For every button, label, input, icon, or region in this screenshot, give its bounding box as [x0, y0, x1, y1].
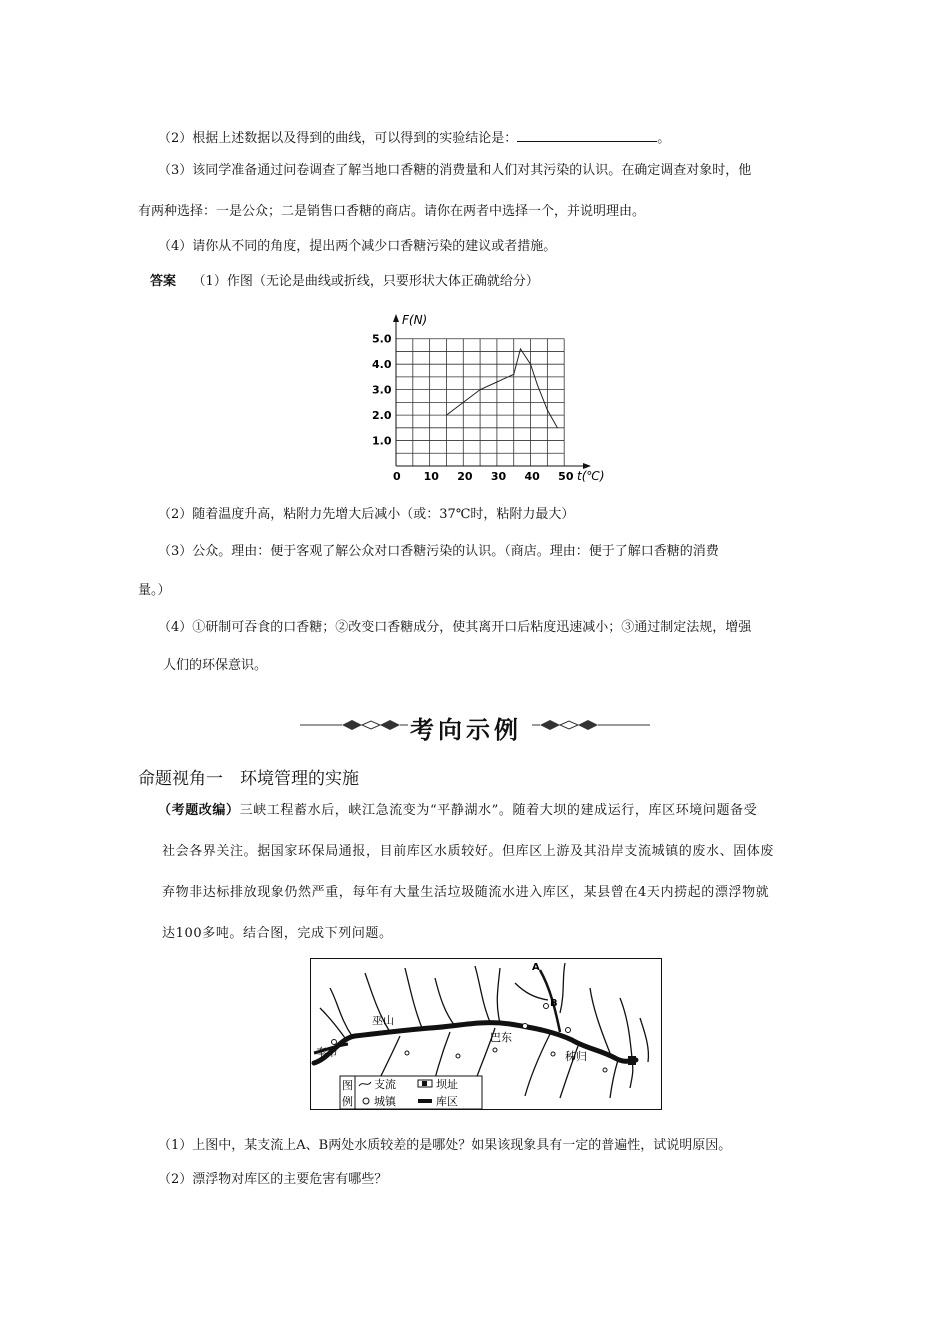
legend-li: 例	[342, 1095, 353, 1108]
label-b: B	[550, 998, 558, 1009]
answer-blank	[517, 128, 657, 142]
legend-tu: 图	[342, 1079, 353, 1092]
question-3-line1: （3）该同学准备通过问卷调查了解当地口香糖的消费量和人们对其污染的认识。在确定调查对象时，他	[158, 163, 752, 178]
map-legend	[340, 1076, 482, 1109]
y-tick-label: 4.0	[372, 358, 392, 372]
answer-4-line1: （4）①研制可吞食的口香糖；②改变口香糖成分，使其离开口后粘度迅速减小；③通过制定法规，增强	[158, 620, 752, 635]
label-fengjie: 奉节	[316, 1046, 338, 1059]
legend-reservoir: 库区	[436, 1095, 458, 1108]
question-2	[158, 128, 670, 148]
reservoir-map	[310, 958, 662, 1110]
section-title: 命题视角一 环境管理的实施	[138, 769, 359, 789]
section-heading	[0, 708, 950, 742]
answer-3-line1: （3）公众。理由：便于客观了解公众对口香糖污染的认识。（商店。理由：便于了解口香糖的消费	[158, 544, 719, 559]
y-axis-label: F(N)	[402, 313, 428, 327]
x-axis-label: t(℃)	[577, 469, 605, 483]
paragraph-line1	[158, 802, 757, 820]
paragraph-line1-text: 三峡工程蓄水后，峡江急流变为“平静湖水”。随着大坝的建成运行，库区环境问题备受	[239, 803, 758, 818]
label-wushan: 巫山	[372, 1014, 394, 1027]
x-tick-label: 30	[490, 470, 507, 483]
legend-tributary: 支流	[374, 1078, 396, 1091]
answer-4-line2: 人们的环保意识。	[163, 658, 268, 673]
chart-grid	[396, 339, 564, 466]
x-tick-label: 20	[457, 470, 473, 483]
question-3-line2: 有两种选择：一是公众；二是销售口香糖的商店。请你在两者中选择一个，并说明理由。	[138, 204, 646, 219]
line-chart	[368, 298, 628, 488]
answer-1-text: （1）作图（无论是曲线或折线，只要形状大体正确就给分）	[192, 274, 539, 289]
bottom-question-2: （2）漂浮物对库区的主要危害有哪些？	[158, 1172, 388, 1187]
answer-1	[150, 273, 539, 291]
y-tick-label: 3.0	[372, 383, 392, 397]
question-2-text: （2）根据上述数据以及得到的曲线，可以得到的实验结论是：	[158, 131, 518, 146]
x-tick-label: 0	[393, 470, 401, 483]
answer-2: （2）随着温度升高，粘附力先增大后减小（或：37℃时，粘附力最大）	[158, 507, 575, 522]
label-a: A	[532, 962, 540, 973]
y-tick-label: 1.0	[372, 434, 392, 448]
section-heading-text: 考向示例	[410, 716, 522, 744]
x-tick-label: 40	[524, 470, 540, 483]
x-tick-label: 10	[423, 470, 439, 483]
question-2-end: 。	[657, 131, 671, 146]
answer-label: 答案	[150, 274, 177, 289]
chart-axes	[393, 314, 591, 469]
label-badong: 巴东	[490, 1031, 512, 1044]
answer-3-line2: 量。）	[138, 583, 171, 598]
paragraph-line3: 弃物非达标排放现象仍然严重，每年有大量生活垃圾随流水进入库区，某县曾在4天内捞起的漂浮物就	[162, 885, 770, 900]
label-zigui: 秭归	[565, 1050, 587, 1063]
y-axis-arrow	[393, 314, 399, 322]
city-legend-icon	[363, 1098, 369, 1104]
dam-marker	[628, 1056, 636, 1065]
legend-dam: 坝址	[436, 1078, 458, 1091]
paragraph-line4: 达100多吨。结合图，完成下列问题。	[162, 926, 393, 941]
legend-city: 城镇	[374, 1095, 396, 1108]
y-tick-label: 5.0	[372, 332, 392, 346]
y-tick-label: 2.0	[372, 409, 392, 423]
bottom-question-1: （1）上图中，某支流上A、B两处水质较差的是哪处？如果该现象具有一定的普遍性，试说明原因。	[158, 1138, 732, 1153]
x-tick-label: 50	[558, 470, 574, 483]
source-tag: （考题改编）	[158, 803, 240, 818]
paragraph-line2: 社会各界关注。据国家环保局通报，目前库区水质较好。但库区上游及其沿岸支流城镇的废水、固体废	[162, 844, 775, 859]
question-4: （4）请你从不同的角度，提出两个减少口香糖污染的建议或者措施。	[158, 239, 557, 254]
chart-ticks	[372, 333, 574, 483]
